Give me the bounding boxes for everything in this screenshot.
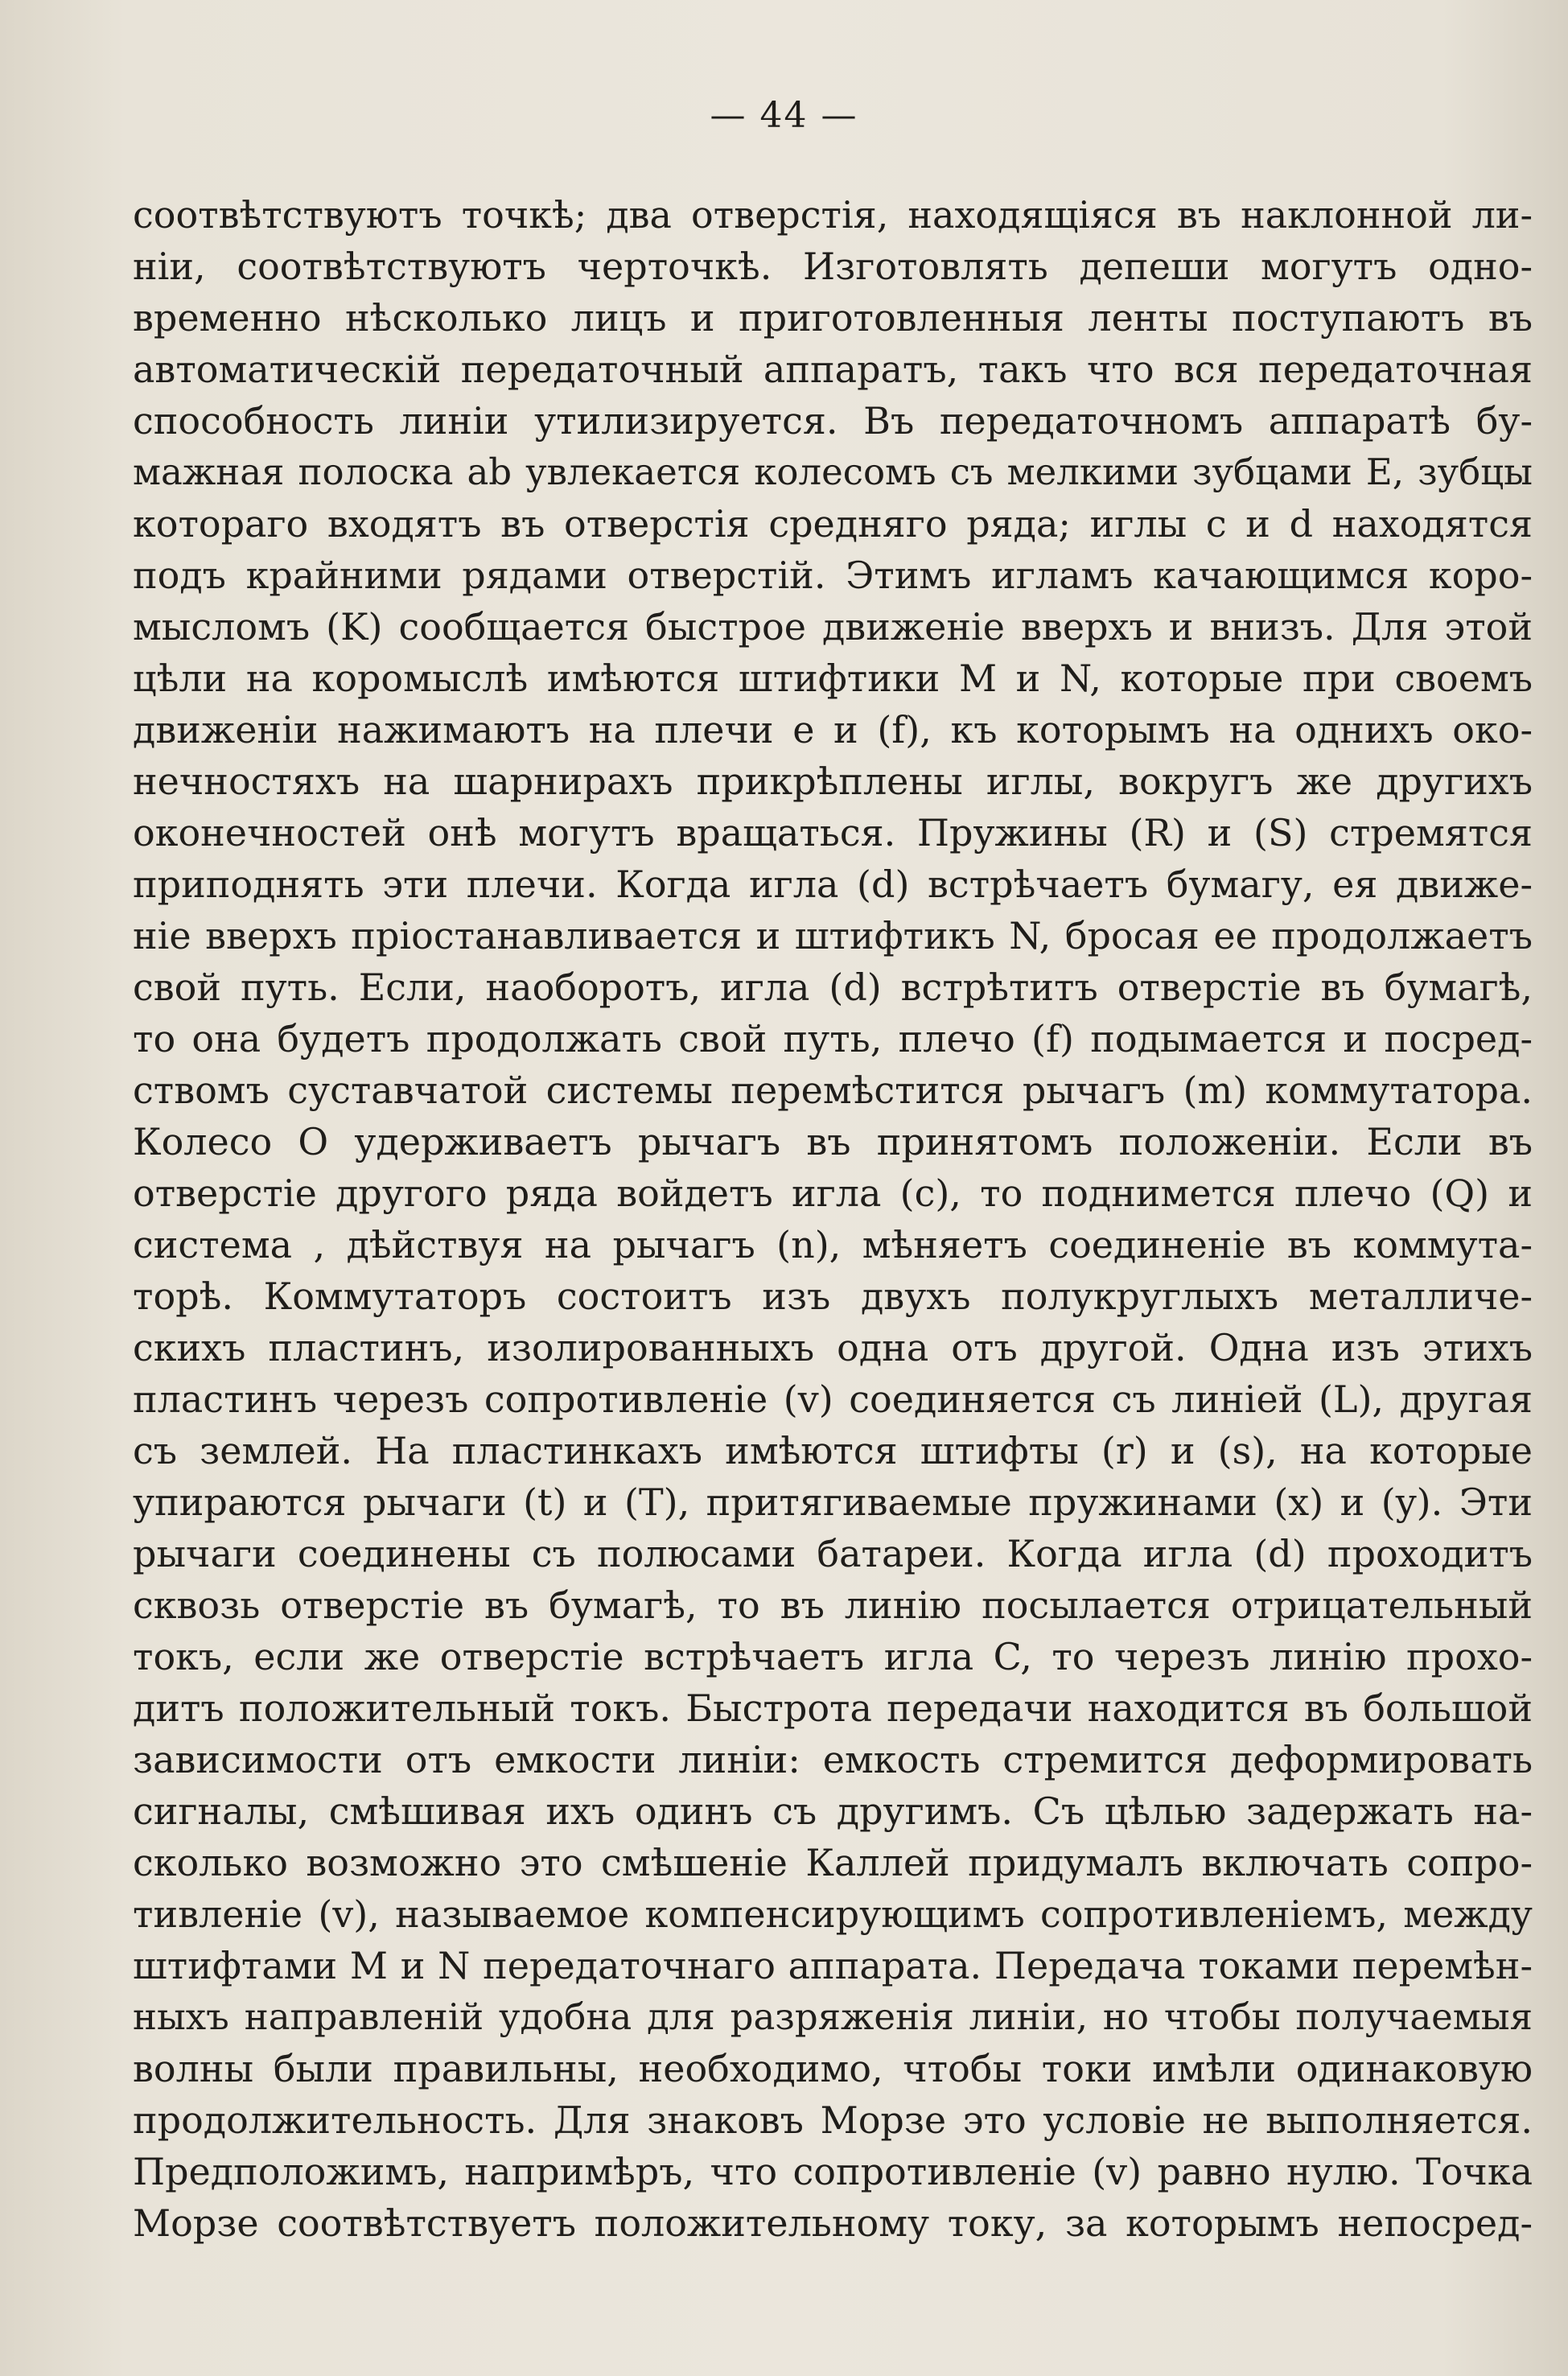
text-line: сигналы, смѣшивая ихъ одинъ съ другимъ. Съ цѣлью задержать на- (133, 1789, 1533, 1833)
text-line: Морзе соотвѣтствуетъ положительному току, за которымъ непосред- (133, 2201, 1533, 2245)
text-line: зависимости отъ емкости линіи: емкость стремится деформировать (133, 1738, 1533, 1781)
text-line: штифтами M и N передаточнаго аппарата. Передача токами перемѣн- (133, 1944, 1533, 1987)
text-line: автоматическій передаточный аппаратъ, такъ что вся передаточная (133, 348, 1533, 391)
page-number: — 44 — (710, 95, 858, 136)
text-line: ныхъ направленій удобна для разряженія линіи, но чтобы получаемыя (133, 1995, 1533, 2038)
text-line: Предположимъ, напримѣръ, что сопротивленіе (v) равно нулю. Точка (133, 2150, 1533, 2193)
text-line: сколько возможно это смѣшеніе Каллей придумалъ включать сопро- (133, 1841, 1533, 1884)
text-line: временно нѣсколько лицъ и приготовленныя ленты поступаютъ въ (133, 296, 1533, 340)
text-line: съ землей. На пластинкахъ имѣются штифты (r) и (s), на которые (133, 1429, 1533, 1472)
text-line: движеніи нажимаютъ на плечи e и (f), къ которымъ на однихъ око- (133, 708, 1533, 752)
text-line: свой путь. Если, наоборотъ, игла (d) встрѣтитъ отверстіе въ бумагѣ, (133, 966, 1533, 1009)
text-line: мажная полоска ab увлекается колесомъ съ мелкими зубцами E, зубцы (133, 451, 1533, 493)
text-line: продолжительность. Для знаковъ Морзе это условіе не выполняется. (133, 2098, 1533, 2142)
text-line: соотвѣтствуютъ точкѣ; два отверстія, находящіяся въ наклонной ли- (133, 193, 1533, 237)
text-line: пластинъ черезъ сопротивленіе (v) соединяется съ линіей (L), другая (133, 1377, 1533, 1421)
text-line: оконечностей онѣ могутъ вращаться. Пружины (R) и (S) стремятся (133, 811, 1533, 854)
text-line: котораго входятъ въ отверстія средняго ряда; иглы c и d находятся (133, 502, 1533, 546)
text-line: дитъ положительный токъ. Быстрота передачи находится въ большой (133, 1686, 1533, 1730)
text-line: тивленіе (v), называемое компенсирующимъ сопротивленіемъ, между (133, 1892, 1533, 1936)
text-line: мысломъ (K) сообщается быстрое движеніе вверхъ и внизъ. Для этой (133, 605, 1533, 649)
text-line: ніи, соотвѣтствуютъ черточкѣ. Изготовлять депеши могутъ одно- (133, 245, 1533, 288)
text-line: Колесо O удерживаетъ рычагъ въ принятомъ положеніи. Если въ (133, 1120, 1533, 1163)
text-line: торѣ. Коммутаторъ состоитъ изъ двухъ полукруглыхъ металличе- (133, 1274, 1533, 1318)
text-line: то она будетъ продолжать свой путь, плечо (f) подымается и посред- (133, 1017, 1533, 1060)
text-line: подъ крайними рядами отверстій. Этимъ игламъ качающимся коро- (133, 554, 1533, 597)
text-line: сквозь отверстіе въ бумагѣ, то въ линію посылается отрицательный (133, 1583, 1533, 1627)
text-line: система , дѣйствуя на рычагъ (n), мѣняетъ соединеніе въ коммута- (133, 1223, 1533, 1266)
text-line: способность линіи утилизируется. Въ передаточномъ аппаратѣ бу- (133, 399, 1533, 443)
text-line: ствомъ суставчатой системы перемѣстится рычагъ (m) коммутатора. (133, 1069, 1533, 1112)
text-line: ніе вверхъ пріостанавливается и штифтикъ N, бросая ее продолжаетъ (133, 914, 1533, 957)
text-line: нечностяхъ на шарнирахъ прикрѣплены иглы, вокругъ же другихъ (133, 760, 1533, 803)
text-line: токъ, если же отверстіе встрѣчаетъ игла C, то черезъ линію прохо- (133, 1635, 1533, 1678)
body-text (133, 189, 1533, 2249)
text-line: рычаги соединены съ полюсами батареи. Когда игла (d) проходитъ (133, 1532, 1533, 1575)
text-line: скихъ пластинъ, изолированныхъ одна отъ другой. Одна изъ этихъ (133, 1326, 1533, 1369)
text-line: отверстіе другого ряда войдетъ игла (c), то поднимется плечо (Q) и (133, 1172, 1533, 1215)
text-line: волны были правильны, необходимо, чтобы токи имѣли одинаковую (133, 2047, 1533, 2090)
text-line: цѣли на коромыслѣ имѣются штифтики M и N, которые при своемъ (133, 657, 1533, 700)
text-line: приподнять эти плечи. Когда игла (d) встрѣчаетъ бумагу, ея движе- (133, 863, 1533, 906)
text-line: упираются рычаги (t) и (T), притягиваемые пружинами (x) и (y). Эти (133, 1480, 1533, 1524)
